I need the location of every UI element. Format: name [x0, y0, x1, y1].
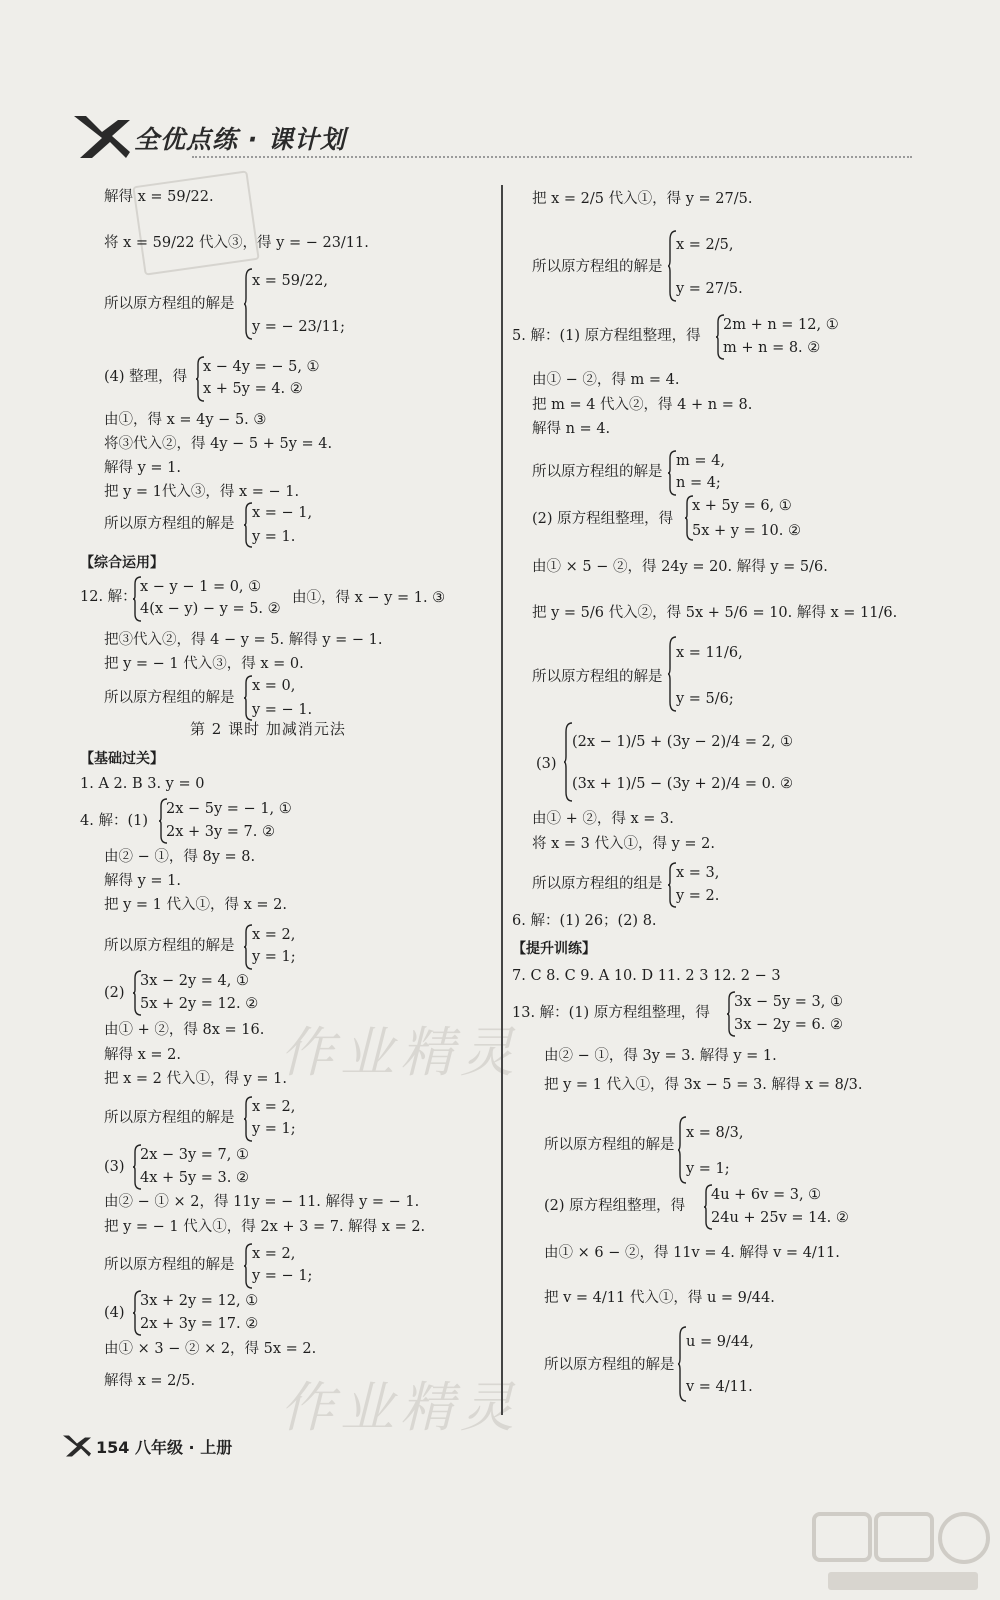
brace-left-1 [244, 268, 254, 340]
solution-line: 由① × 6 − ②，得 11v = 4. 解得 v = 4/11. [544, 1245, 840, 1261]
brace-right-6 [564, 722, 574, 802]
solution-line: x = − 1, [252, 505, 313, 521]
solution-line: 解得 x = 2/5. [104, 1373, 196, 1389]
solution-line: 把 y = 1 代入①，得 3x − 5 = 3. 解得 x = 8/3. [544, 1077, 863, 1093]
solution-line: v = 4/11. [686, 1379, 753, 1395]
solution-line: (4) 整理，得 [104, 369, 188, 385]
footer-logo-icon [62, 1431, 92, 1461]
solution-line: y = − 23/11; [252, 319, 345, 335]
solution-line: 将③代入②，得 4y − 5 + 5y = 4. [104, 436, 333, 452]
brace-left-5 [244, 675, 254, 721]
solution-line: y = 27/5. [676, 281, 743, 297]
header-title: 全优点练 · 课计划 [134, 125, 346, 154]
solution-line: y = − 1. [252, 702, 313, 718]
section-heading: 【提升训练】 [512, 941, 596, 957]
solution-line: 13. 解：(1) 原方程组整理，得 [512, 1005, 710, 1021]
brace-left-6 [159, 798, 169, 844]
brace-right-4 [685, 495, 695, 541]
solution-line: 把 x = 2 代入①，得 y = 1. [104, 1071, 287, 1087]
solution-line: (3) [104, 1159, 125, 1175]
brace-right-7 [668, 862, 678, 908]
solution-line: 把 y = 5/6 代入②，得 5x + 5/6 = 10. 解得 x = 11/6. [532, 605, 898, 621]
book-logo-icon [72, 112, 132, 162]
solution-line: x = 3, [676, 865, 720, 881]
solution-line: 4x + 5y = 3. ② [140, 1170, 249, 1186]
solution-line: 4(x − y) − y = 5. ② [140, 601, 281, 617]
solution-line: x + 5y = 4. ② [203, 381, 303, 397]
solution-line: 把③代入②，得 4 − y = 5. 解得 y = − 1. [104, 632, 383, 648]
brace-right-9 [678, 1116, 688, 1184]
solution-line: 2x + 3y = 17. ② [140, 1316, 259, 1332]
solution-line: 由① × 3 − ② × 2，得 5x = 2. [104, 1341, 317, 1357]
solution-line: 把 m = 4 代入②，得 4 + n = 8. [532, 397, 753, 413]
solution-line: 所以原方程组的解是 [104, 516, 235, 532]
solution-line: x = 2, [252, 1099, 296, 1115]
solution-line: x − y − 1 = 0, ① [140, 579, 262, 595]
solution-line: 解得 x = 59/22. [104, 189, 214, 205]
solution-line: (2) 原方程组整理，得 [544, 1198, 686, 1214]
solution-line: 3x − 2y = 4, ① [140, 973, 249, 989]
solution-line: 所以原方程组的解是 [104, 1257, 235, 1273]
solution-line: 3x + 2y = 12, ① [140, 1293, 259, 1309]
section-heading: 【综合运用】 [80, 555, 164, 571]
solution-line: 将 x = 59/22 代入③，得 y = − 23/11. [104, 235, 369, 251]
brace-right-2 [716, 314, 726, 360]
solution-line: 解得 y = 1. [104, 460, 182, 476]
solution-line: 把 y = 1代入③，得 x = − 1. [104, 484, 300, 500]
solution-line: 解得 x = 2. [104, 1047, 181, 1063]
solution-line: y = 2. [676, 888, 720, 904]
solution-line: 所以原方程组的解是 [104, 296, 235, 312]
solution-line: y = 1; [686, 1161, 730, 1177]
page-header [72, 112, 842, 162]
solution-line: 5x + 2y = 12. ② [140, 996, 259, 1012]
brace-right-11 [678, 1326, 688, 1402]
solution-line: 解得 n = 4. [532, 421, 611, 437]
column-divider [501, 185, 503, 1415]
solution-line: m = 4, [676, 453, 725, 469]
solution-line: 3x − 5y = 3, ① [734, 994, 843, 1010]
solution-line: x = 11/6, [676, 645, 743, 661]
brace-right-3 [668, 450, 678, 496]
solution-line: x = 2/5, [676, 237, 734, 253]
solution-line: 所以原方程组的解是 [104, 938, 235, 954]
solution-line: 所以原方程组的组是 [532, 876, 663, 892]
solution-line: 由② − ① × 2，得 11y = − 11. 解得 y = − 1. [104, 1194, 420, 1210]
lesson-title: 第 2 课时 加减消元法 [190, 720, 346, 738]
solution-line: m + n = 8. ② [723, 340, 821, 356]
solution-line: (2) 原方程组整理，得 [532, 511, 674, 527]
brace-left-3 [244, 502, 254, 548]
solution-line: x − 4y = − 5, ① [203, 359, 320, 375]
solution-line: 2x − 5y = − 1, ① [166, 801, 292, 817]
header-rule [192, 156, 912, 158]
site-watermark-logo-icon [808, 1508, 998, 1598]
solution-line: 由① × 5 − ②，得 24y = 20. 解得 y = 5/6. [532, 559, 828, 575]
solution-line: 5. 解：(1) 原方程组整理，得 [512, 328, 701, 344]
solution-line: 2m + n = 12, ① [723, 317, 839, 333]
solution-line: 由② − ①，得 3y = 3. 解得 y = 1. [544, 1048, 777, 1064]
solution-line: (3) [536, 756, 557, 772]
solution-line: y = 1; [252, 1121, 296, 1137]
solution-line: 由① + ②，得 8x = 16. [104, 1022, 265, 1038]
solution-line: 3x − 2y = 6. ② [734, 1017, 843, 1033]
solution-line: x = 2, [252, 927, 296, 943]
watermark-middle: 作业精灵 [280, 1021, 520, 1084]
solution-line: 解得 y = 1. [104, 873, 182, 889]
solution-line: 所以原方程组的解是 [532, 669, 663, 685]
solution-line: 把 y = − 1 代入③，得 x = 0. [104, 656, 304, 672]
solution-line: 由①，得 x = 4y − 5. ③ [104, 412, 267, 428]
solution-line: 5x + y = 10. ② [692, 523, 801, 539]
brace-right-8 [727, 991, 737, 1037]
brace-right-10 [704, 1184, 714, 1230]
solution-line: 把 y = 1 代入①，得 x = 2. [104, 897, 287, 913]
solution-line: 把 v = 4/11 代入①，得 u = 9/44. [544, 1290, 775, 1306]
solution-line: 所以原方程组的解是 [532, 464, 663, 480]
section-heading: 【基础过关】 [80, 751, 164, 767]
solution-line: 7. C 8. C 9. A 10. D 11. 2 3 12. 2 − 3 [512, 968, 781, 984]
solution-line: 4. 解：(1) [80, 813, 148, 829]
brace-right-5 [668, 636, 678, 712]
solution-line: x = 0, [252, 678, 296, 694]
solution-line: 1. A 2. B 3. y = 0 [80, 776, 205, 792]
solution-line: (2x − 1)/5 + (3y − 2)/4 = 2, ① [572, 734, 794, 750]
solution-line: 所以原方程组的解是 [104, 690, 235, 706]
solution-line: 2x + 3y = 7. ② [166, 824, 275, 840]
brace-left-7 [244, 924, 254, 970]
solution-line: 2x − 3y = 7, ① [140, 1147, 249, 1163]
brace-left-4 [133, 576, 143, 622]
solution-line: 24u + 25v = 14. ② [711, 1210, 849, 1226]
stamp-watermark [132, 170, 259, 275]
solution-line: y = 1. [252, 529, 296, 545]
solution-line: 把 y = − 1 代入①，得 2x + 3 = 7. 解得 x = 2. [104, 1219, 426, 1235]
solution-line: 12. 解： [80, 589, 137, 605]
page-footer [62, 1425, 322, 1465]
solution-line: x = 8/3, [686, 1125, 744, 1141]
solution-line: 6. 解：(1) 26；(2) 8. [512, 913, 657, 929]
solution-line: y = 5/6; [676, 691, 734, 707]
solution-line: 由② − ①，得 8y = 8. [104, 849, 256, 865]
solution-line: 由① − ②，得 m = 4. [532, 372, 680, 388]
solution-line: 把 x = 2/5 代入①，得 y = 27/5. [532, 191, 753, 207]
brace-left-2 [196, 356, 206, 402]
solution-line: (2) [104, 985, 125, 1001]
solution-line: y = − 1; [252, 1268, 313, 1284]
solution-line: 所以原方程组的解是 [104, 1110, 235, 1126]
solution-line: n = 4; [676, 475, 721, 491]
brace-left-9 [244, 1096, 254, 1142]
brace-left-12 [133, 1290, 143, 1336]
solution-line: 将 x = 3 代入①，得 y = 2. [532, 836, 715, 852]
solution-line: 4u + 6v = 3, ① [711, 1187, 822, 1203]
solution-line: (4) [104, 1305, 125, 1321]
page-number: 154 八年级 · 上册 [96, 1438, 233, 1457]
solution-line: x = 2, [252, 1246, 296, 1262]
brace-left-10 [133, 1144, 143, 1190]
brace-left-8 [133, 970, 143, 1016]
solution-line: u = 9/44, [686, 1334, 754, 1350]
solution-line: x = 59/22, [252, 273, 328, 289]
solution-line: (3x + 1)/5 − (3y + 2)/4 = 0. ② [572, 776, 794, 792]
solution-line: 所以原方程组的解是 [544, 1137, 675, 1153]
brace-right-1 [668, 230, 678, 302]
watermark-bottom: 作业精灵 [280, 1376, 520, 1439]
solution-line: 由①，得 x − y = 1. ③ [292, 590, 446, 606]
brace-left-11 [244, 1243, 254, 1289]
solution-line: 所以原方程组的解是 [544, 1357, 675, 1373]
solution-line: x + 5y = 6, ① [692, 498, 792, 514]
solution-line: 所以原方程组的解是 [532, 259, 663, 275]
solution-line: y = 1; [252, 949, 296, 965]
solution-line: 由① + ②，得 x = 3. [532, 811, 674, 827]
